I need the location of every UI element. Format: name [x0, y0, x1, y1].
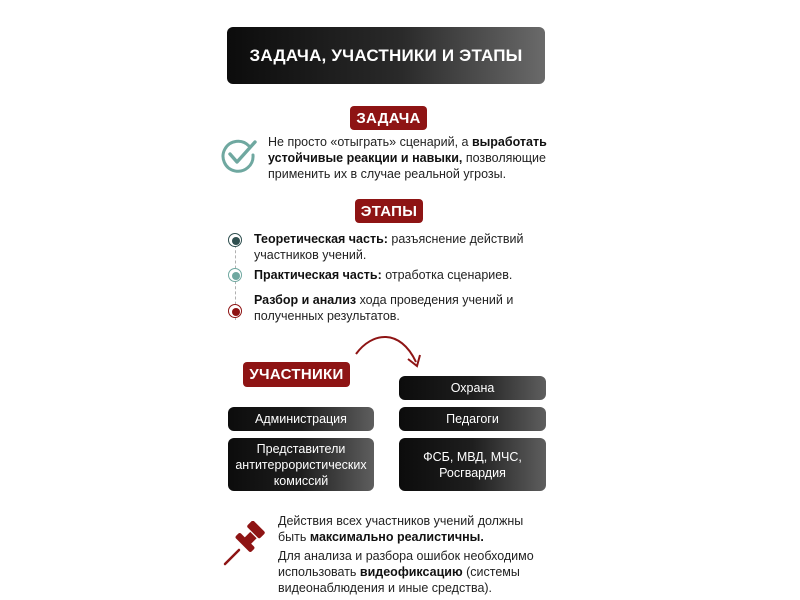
participant-security: Охрана [399, 376, 546, 400]
check-circle-icon [219, 136, 259, 174]
participants-label: УЧАСТНИКИ [243, 362, 350, 387]
stages-label: ЭТАПЫ [355, 199, 423, 223]
task-label: ЗАДАЧА [350, 106, 427, 130]
stage-dot-2 [228, 268, 242, 282]
stage-item-1: Теоретическая часть: разъяснение действий участников учений. [254, 232, 524, 262]
stage-dot-3 [228, 304, 242, 318]
page-title: ЗАДАЧА, УЧАСТНИКИ И ЭТАПЫ [227, 27, 545, 84]
participant-commissions: Представители антитеррористических комиссий [228, 438, 374, 491]
participant-administration: Администрация [228, 407, 374, 431]
task-text: Не просто «отыграть» сценарий, а выработать устойчивые реакции и навыки, позволяющие применить их в случае реальной угрозы. [268, 135, 547, 181]
participant-teachers: Педагоги [399, 407, 546, 431]
stage-item-3: Разбор и анализ хода проведения учений и полученных результатов. [254, 293, 514, 323]
curved-arrow-icon [350, 330, 430, 375]
push-pin-icon [222, 521, 268, 567]
stage-item-2: Практическая часть: отработка сценариев. [254, 268, 513, 282]
participant-agencies: ФСБ, МВД, МЧС, Росгвардия [399, 438, 546, 491]
stage-dot-1 [228, 233, 242, 247]
note-realistic: Действия всех участников учений должны быть максимально реалистичны. [278, 514, 524, 544]
note-video: Для анализа и разбора ошибок необходимо использовать видеофиксацию (системы видеонаблюдения и иные средства). [278, 549, 534, 595]
